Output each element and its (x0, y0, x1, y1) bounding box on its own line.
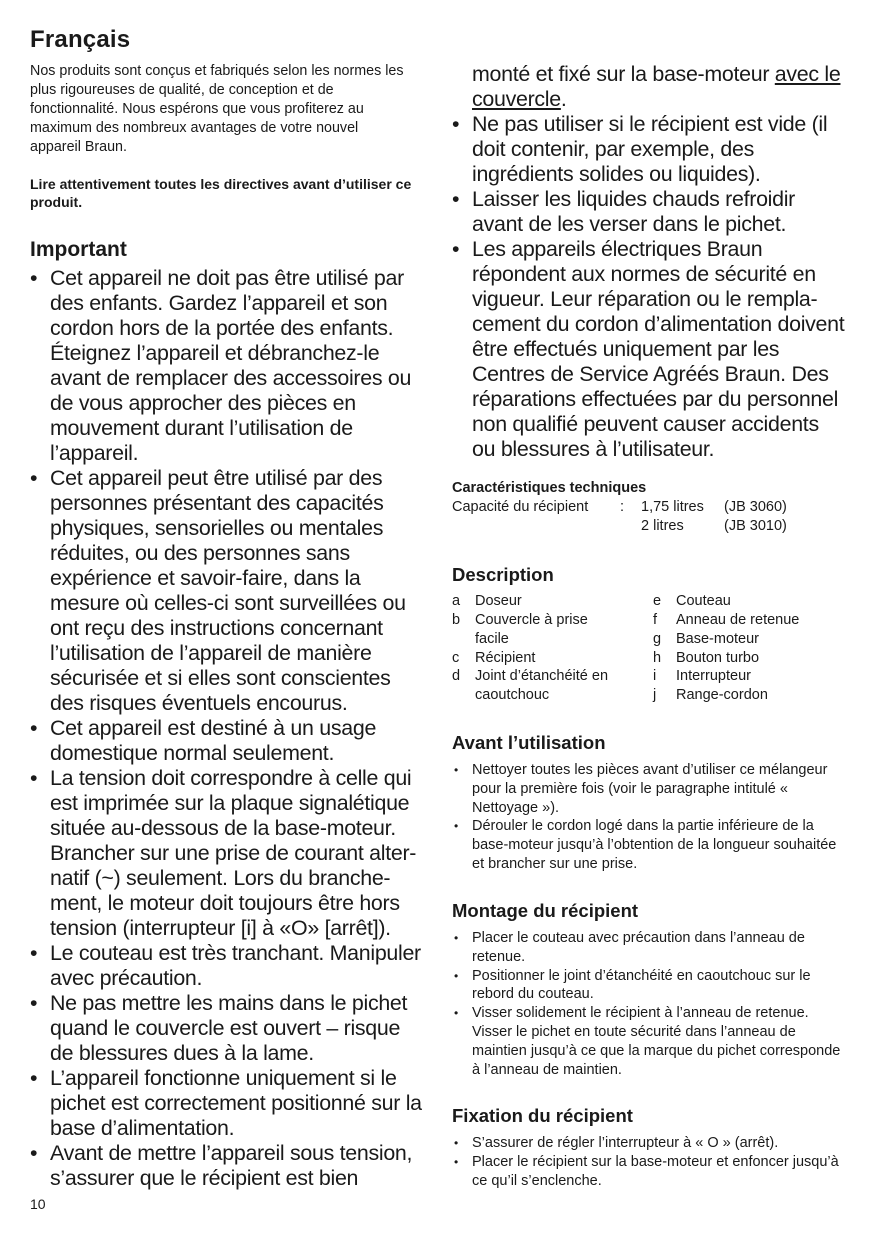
list-item (653, 686, 843, 705)
item-text: Base-moteur (676, 631, 760, 647)
bullet-icon: • (454, 968, 459, 983)
important-heading: Important (30, 238, 127, 261)
list-item-text: L’appareil fonctionne uniquement si le pichet est correctement positionné sur la base d’alimentation. (50, 1066, 422, 1140)
item-letter: b (452, 612, 461, 628)
bullet-icon: • (454, 1136, 459, 1150)
list-item (30, 1066, 425, 1141)
list-item-text: Le couteau est très tranchant. Manipuler avec précaution. (50, 941, 421, 990)
item-letter: a (452, 593, 461, 609)
specs-volume: 1,75 litres (641, 499, 704, 515)
item-text: Range-cordon (676, 687, 768, 703)
list-item-text: Laisser les liquides chauds refroidir avant de les verser dans le pichet. (472, 187, 795, 236)
item-letter: j (653, 687, 657, 703)
assembly-heading: Montage du récipient (452, 900, 639, 921)
before-use-heading: Avant l’utilisation (452, 732, 606, 753)
list-item-text: Ne pas utiliser si le récipient est vide (il doit contenir, par exemple, des ingrédients solides ou liquides). (472, 112, 828, 186)
bullet-icon: • (30, 1066, 38, 1090)
list-item-text: Visser solidement le récipient à l’anneau de retenue. Visser le pichet en toute sécurité dans l’anneau de maintien jusqu’à ce que la marque du pichet corresponde à l’anneau de maintien. (472, 1005, 841, 1078)
list-item-text: Avant de mettre l’appareil sous tension, s’assurer que le récipient est bien (50, 1141, 413, 1190)
bullet-icon: • (454, 819, 459, 834)
item-text: Interrupteur (676, 668, 751, 684)
list-item (30, 991, 425, 1066)
list-item (452, 1134, 847, 1153)
specs-model: (JB 3010) (724, 518, 787, 534)
specs-model: (JB 3060) (724, 499, 787, 515)
list-item-text: Placer le récipient sur la base-moteur et enfoncer jusqu’à ce qu’il s’enclenche. (472, 1153, 839, 1189)
item-text: Anneau de retenue (676, 612, 800, 628)
list-item (653, 592, 843, 611)
fixation-list (452, 1134, 847, 1190)
list-item (30, 941, 425, 991)
description-heading: Description (452, 564, 554, 585)
list-item-text: Cet appareil ne doit pas être utilisé par des enfants. Gardez l’appareil et son cordon hors de la portée des enfants. Éteignez l’appareil et débranchez-le avant de remplacer des accessoires ou de vous approcher des pièces en mouvement durant l’utilisation de l’appareil. (50, 266, 412, 465)
before-use-list (452, 761, 842, 874)
important-list (30, 266, 425, 1191)
item-letter: d (452, 668, 461, 684)
bullet-icon: • (30, 991, 38, 1015)
continuation-text: monté et fixé sur la base-moteur (472, 62, 770, 86)
item-letter: f (653, 612, 658, 628)
item-letter: h (653, 650, 662, 666)
list-item (30, 716, 425, 766)
bullet-icon: • (30, 1141, 38, 1165)
list-item-text: La tension doit correspondre à celle qui est imprimée sur la plaque signalétique située au-dessous de la base-moteur. Brancher sur une prise de courant alter-natif (~) seulement. Lors du branche-ment, le moteur doit toujours être hors tension (interrupteur [i] à «O» [arrêt]). (50, 766, 417, 940)
bullet-icon: • (452, 187, 460, 211)
page-number: 10 (30, 1196, 46, 1212)
item-text: Doseur (475, 593, 522, 609)
bullet-icon: • (452, 112, 460, 136)
list-item (452, 112, 847, 187)
list-item (30, 466, 425, 716)
list-item (452, 1153, 847, 1191)
list-item (30, 766, 425, 941)
bullet-icon: • (452, 237, 460, 261)
list-item-text: Cet appareil est destiné à un usage domestique normal seulement. (50, 716, 377, 765)
list-item (452, 967, 847, 1005)
bullet-icon: • (30, 466, 38, 490)
list-item-text: Placer le couteau avec précaution dans l’anneau de retenue. (472, 930, 805, 965)
list-item-continuation (452, 62, 847, 112)
continuation-period: . (560, 87, 567, 111)
list-item-text: S’assurer de régler l’interrupteur à « O » (arrêt). (472, 1135, 779, 1151)
intro-paragraph: Nos produits sont conçus et fabriqués selon les normes les plus rigoureuses de qualité, de conception et de fonctionnalité. Nous espérons que vous profiterez au maximum des nombreux avantages de votre nouvel appareil Braun. (30, 63, 404, 155)
list-item (452, 649, 642, 668)
bullet-icon: • (30, 766, 38, 790)
bullet-icon: • (454, 1154, 459, 1169)
specs-volume: 2 litres (641, 518, 684, 534)
page-title: Français (30, 26, 131, 53)
bullet-icon: • (30, 716, 38, 740)
specs-label: Capacité du récipient (452, 499, 589, 515)
list-item (30, 266, 425, 466)
list-item-text: Nettoyer toutes les pièces avant d’utiliser ce mélangeur pour la première fois (voir le paragraphe intitulé « Nettoyage »). (472, 762, 828, 816)
list-item (452, 187, 847, 237)
list-item (653, 630, 843, 649)
list-item-text: Les appareils électriques Braun répondent aux normes de sécurité en vigueur. Leur réparation ou le rempla-cement du cordon d’alimentation doivent être effectués uniquement par les Centres de Service Agréés Braun. Des réparations effectuées par du personnel non qualifié peuvent causer accidents ou blessures à l’utilisateur. (472, 237, 845, 461)
list-item (452, 761, 842, 817)
list-item-text: Positionner le joint d’étanchéité en caoutchouc sur le rebord du couteau. (472, 967, 811, 1003)
list-item (452, 929, 847, 967)
item-text: Couteau (676, 593, 731, 609)
bullet-icon: • (454, 931, 459, 945)
important-list-continued (452, 62, 847, 462)
item-text: Couvercle à prise facile (475, 612, 588, 647)
list-item (452, 592, 642, 611)
bullet-icon: • (454, 763, 459, 777)
list-item (653, 667, 843, 686)
item-letter: i (653, 668, 657, 684)
bullet-icon: • (30, 941, 38, 965)
notice-text: Lire attentivement toutes les directives avant d’utiliser ce produit. (30, 176, 412, 210)
specs-heading: Caractéristiques techniques (452, 480, 647, 496)
list-item (30, 1141, 425, 1191)
list-item-text: Dérouler le cordon logé dans la partie inférieure de la base-moteur jusqu’à l’obtention de la longueur souhaitée et brancher sur une prise. (472, 818, 837, 872)
list-item (653, 649, 843, 668)
underlined-text: avec le couvercle (472, 62, 841, 111)
list-item (452, 667, 622, 705)
item-letter: e (653, 593, 662, 609)
bullet-icon: • (30, 266, 38, 290)
list-item (452, 611, 617, 649)
list-item-text: Ne pas mettre les mains dans le pichet quand le couvercle est ouvert – risque de blessures dues à la lame. (50, 991, 408, 1065)
item-text: Bouton turbo (676, 650, 760, 666)
item-text: Récipient (475, 650, 536, 666)
list-item-text: Cet appareil peut être utilisé par des personnes présentant des capacités physiques, sensorielles ou mentales réduites, ou des personnes sans expérience et savoir-faire, dans la mesure où celles-ci sont surveillées ou ont reçu des instructions concernant l’utilisation de l’appareil de manière sécurisée et si elles sont conscientes des risques éventuels encourus. (50, 466, 406, 715)
item-text: Joint d’étanchéité en caoutchouc (475, 668, 609, 703)
specs-colon: : (620, 499, 625, 515)
list-item (452, 1004, 847, 1079)
list-item (452, 817, 842, 873)
list-item (653, 611, 843, 630)
item-letter: c (452, 650, 460, 666)
fixation-heading: Fixation du récipient (452, 1105, 633, 1126)
list-item (452, 237, 847, 462)
bullet-icon: • (454, 1006, 459, 1021)
assembly-list (452, 929, 847, 1079)
item-letter: g (653, 631, 662, 647)
